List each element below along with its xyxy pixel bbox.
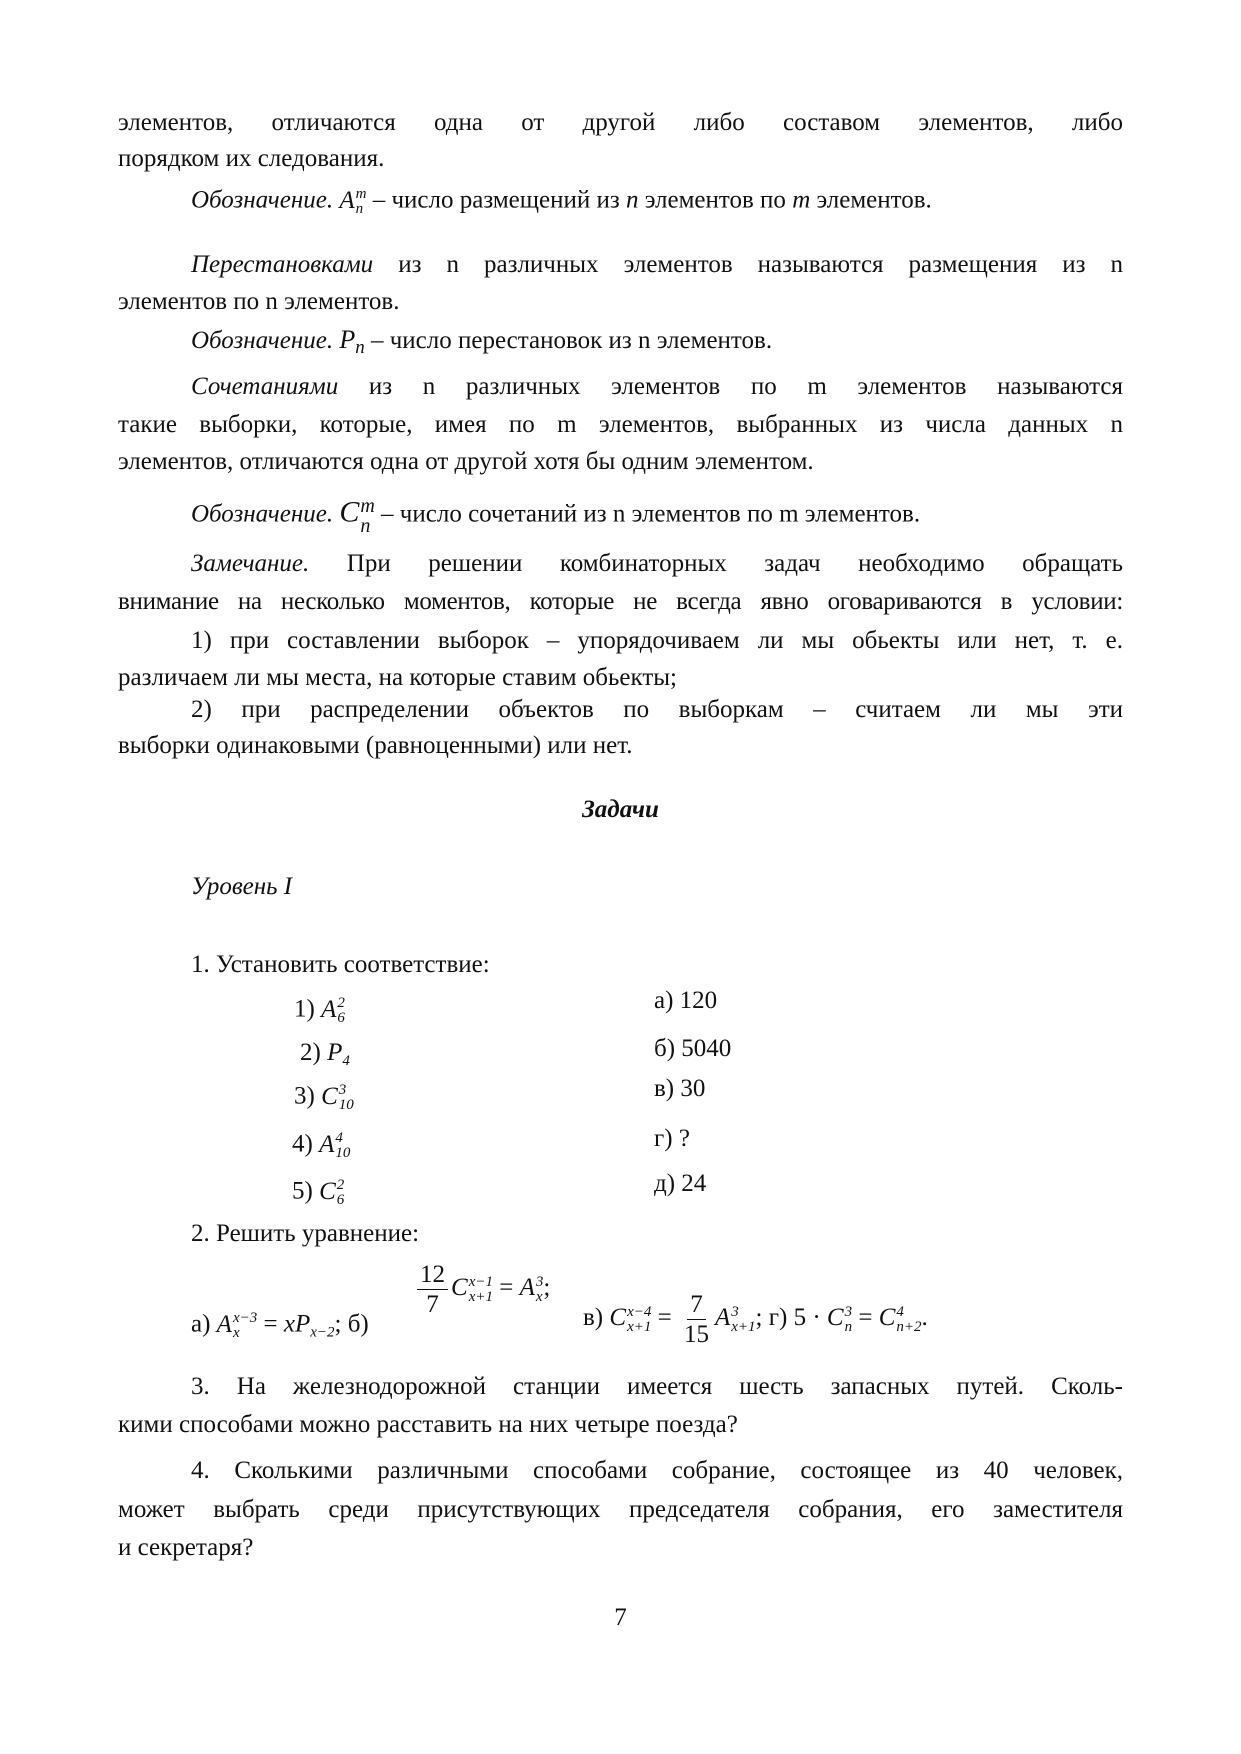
match-left-item: 3) C 3 10 [294,1082,354,1113]
paragraph-line: различаем ли мы места, на которые ставим обьекты; [118,664,677,691]
definition-label: Обозначение. [191,186,334,214]
match-left-item: 4) A 4 10 [292,1130,351,1161]
definition-arrangements: Обозначение. A m n – число размещений из n элементов по m элементов. [191,186,932,217]
symbol-P-n: P [339,325,356,354]
definition-label: Обозначение. [191,327,334,354]
equation-v: в) C x−4 x+1 = $\frac{7}{15}$ A 3 x+1 ; г) 5 · C 3 n = C 4 n+2 . [583,1291,928,1348]
term-permutations: Перестановками [191,251,374,278]
term-remark: Замечание. [191,550,310,577]
paragraph-line: такие выборки, которые, имея по m элементов, выбранных из числа данных n [118,411,1123,438]
paragraph-line: порядком их следования. [118,145,385,172]
match-right-item: в) 30 [654,1075,706,1102]
match-right-item: б) 5040 [654,1035,732,1062]
page-number: 7 [614,1604,627,1631]
paragraph-line: 1) при составлении выборок – упорядочиваем ли мы обьекты или нет, т. е. [191,627,1123,654]
definition-combinations: Обозначение. C m n – число сочетаний из n элементов по m элементов. [191,495,921,537]
paragraph-line: 4. Сколькими различными способами собрание, состоящее из 40 человек, [191,1457,1123,1484]
match-right-item: г) ? [654,1125,690,1152]
match-right-item: д) 24 [654,1170,707,1197]
match-left-item: 5) C 2 6 [292,1177,345,1208]
paragraph-line: 3. На железнодорожной станции имеется шесть запасных путей. Сколь- [191,1373,1123,1400]
match-right-item: а) 120 [654,987,718,1014]
definition-label: Обозначение. [191,500,334,528]
paragraph-line: 2) при распределении объектов по выборкам – считаем ли мы эти [191,696,1123,723]
symbol-C-n-m: C [339,495,360,529]
paragraph-line: кими способами можно расставить на них четыре поезда? [118,1411,738,1438]
paragraph-line: и секретаря? [118,1534,254,1561]
paragraph-line: внимание на несколько моментов, которые не всегда явно оговариваются в условии: [118,588,1123,615]
equation-b: $\frac{12}{7}$ C x−1 x+1 = A 3 x ; [414,1262,550,1317]
paragraph-line: Сочетаниями из n различных элементов по m элементов называются [191,373,1123,400]
section-title: Задачи [582,796,659,823]
task1-title: 1. Установить соответствие: [191,951,490,978]
definition-permutations: Обозначение. $P_n$ – число перестановок из n элементов. [191,325,773,358]
match-left-item: 1) A 2 6 [294,995,345,1026]
match-left-item: 2) $P_4$ [300,1039,350,1069]
paragraph-line: элементов, отличаются одна от другой либо составом элементов, либо [118,109,1123,136]
task2-title: 2. Решить уравнение: [191,1220,420,1247]
paragraph-line: элементов, отличаются одна от другой хотя бы одним элементом. [118,448,814,475]
symbol-A-n-m: A [339,186,355,214]
paragraph-line: выборки одинаковыми (равноценными) или нет. [118,732,633,759]
level-title: Уровень I [191,873,293,900]
term-combinations: Сочетаниями [191,373,339,400]
equation-a: а) A x−3 x = $xP_{x-2}$; б) [191,1310,369,1341]
paragraph-line: Перестановками из n различных элементов называются размещения из n [191,251,1123,278]
paragraph-line: Замечание. При решении комбинаторных задач необходимо обращать [191,550,1123,577]
paragraph-line: может выбрать среди присутствующих председателя собрания, его заместителя [118,1496,1123,1523]
paragraph-line: элементов по n элементов. [118,288,400,315]
